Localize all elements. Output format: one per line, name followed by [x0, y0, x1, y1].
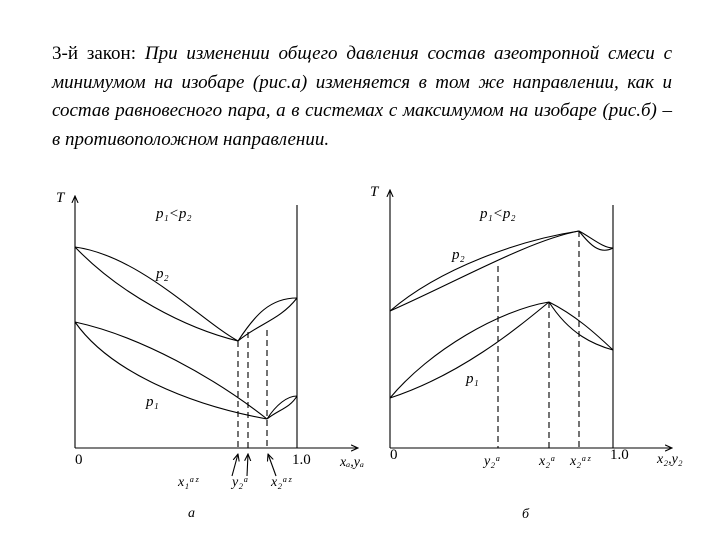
fig-a-origin: 0	[75, 452, 83, 468]
fig-a-x-end: 1.0	[292, 452, 311, 468]
fig-b-p2-label: p₂	[452, 247, 465, 263]
figure-b-labels	[370, 184, 683, 522]
fig-a-arrow-2	[247, 454, 248, 476]
fig-b-p1-label: p₁	[466, 371, 479, 387]
law-body: При изменении общего давления состав азеотропной смеси с минимумом на изобаре (рис.а) изменяется в том же направлении, как и состав равновесного пара, а в системах с максимумом на изобаре (рис.б) – в противоположном направлении.	[52, 43, 672, 150]
fig-a-p2-vapor	[75, 247, 238, 341]
figure-a	[75, 196, 358, 476]
fig-b-x-label: x₂,y₂	[657, 452, 683, 467]
fig-b-condition: p₁<p₂	[480, 206, 516, 222]
fig-b-mark-2: x₂ᵃ	[539, 454, 556, 469]
fig-a-p1-label: p₁	[146, 394, 159, 410]
fig-b-p2-liquidus	[390, 231, 579, 311]
figure-a-labels	[56, 190, 364, 521]
fig-a-mark-3: x₂ᵃᶻ	[271, 475, 292, 490]
fig-b-x-end: 1.0	[610, 447, 629, 463]
fig-a-p2-liquidus	[75, 247, 238, 341]
fig-a-caption: а	[188, 506, 195, 521]
fig-b-mark-1: y₂ᵃ	[484, 454, 501, 469]
fig-b-caption: б	[522, 507, 530, 522]
fig-a-mark-2: y₂ᵃ	[232, 475, 249, 490]
fig-b-p2-vapor	[390, 231, 579, 311]
fig-a-arrow-3	[268, 454, 276, 476]
fig-a-p2-label: p₂	[156, 266, 169, 282]
fig-a-mark-1: x₁ᵃᶻ	[178, 475, 199, 490]
fig-a-arrow-1	[232, 454, 238, 476]
fig-a-condition: p₁<p₂	[156, 206, 192, 222]
figure-b	[390, 190, 672, 448]
fig-a-x-label: xₐ,yₐ	[340, 455, 365, 470]
fig-b-y-label: T	[370, 184, 379, 200]
fig-b-p1-right-lower	[549, 302, 613, 350]
fig-b-origin: 0	[390, 447, 398, 463]
law-label: 3-й закон:	[52, 43, 136, 64]
fig-b-p1-right-upper	[549, 302, 613, 350]
fig-a-p1-right-lower	[267, 396, 297, 419]
fig-b-mark-3: x₂ᵃᶻ	[570, 454, 591, 469]
fig-a-y-label: T	[56, 190, 65, 206]
fig-b-p2-right-upper	[579, 231, 613, 248]
